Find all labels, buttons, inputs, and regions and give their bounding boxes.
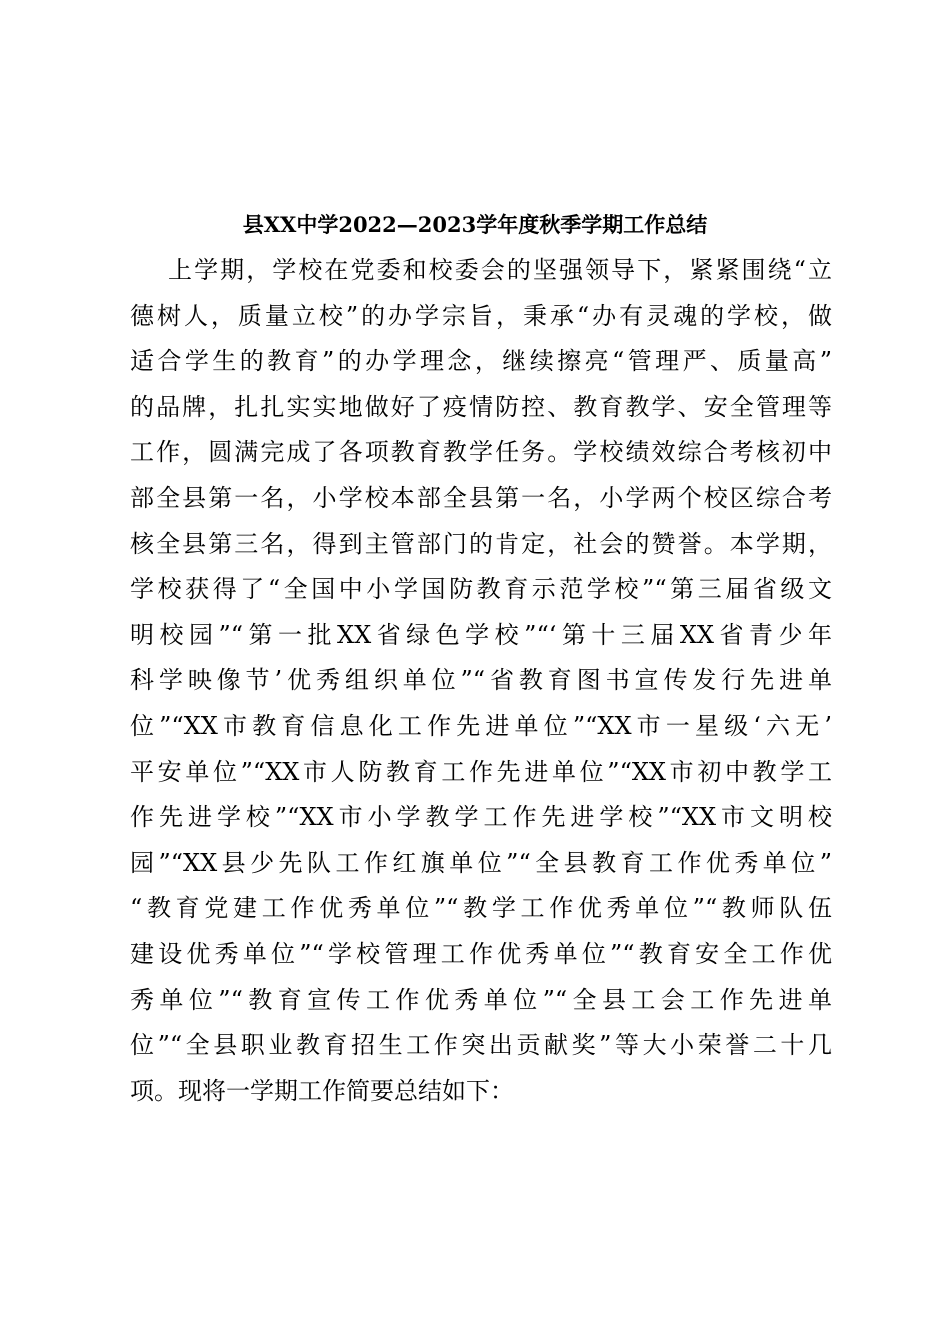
paragraph-line: 位”“全县职业教育招生工作突出贡献奖”等大小荣誉二十几 <box>130 1031 832 1060</box>
paragraph-line: 园”“XX县少先队工作红旗单位”“全县教育工作优秀单位” <box>130 848 832 877</box>
paragraph-line: 部全县第一名，小学校本部全县第一名，小学两个校区综合考 <box>130 483 832 512</box>
paragraph-line: 秀单位”“教育宣传工作优秀单位”“全县工会工作先进单 <box>130 985 832 1014</box>
paragraph-line: 工作，圆满完成了各项教育教学任务。学校绩效综合考核初中 <box>130 438 832 467</box>
paragraph-line: 明校园”“第一批XX省绿色学校”“‘第十三届XX省青少年 <box>130 620 832 649</box>
paragraph-line: 上学期，学校在党委和校委会的坚强领导下，紧紧围绕“立 <box>168 256 832 284</box>
paragraph-line: 学校获得了“全国中小学国防教育示范学校”“第三届省级文 <box>130 575 832 604</box>
body-paragraph <box>130 248 832 1114</box>
paragraph-line: 德树人，质量立校”的办学宗旨，秉承“办有灵魂的学校，做 <box>130 301 832 330</box>
paragraph-line: “教育党建工作优秀单位”“教学工作优秀单位”“教师队伍 <box>130 894 832 923</box>
paragraph-line: 的品牌，扎扎实实地做好了疫情防控、教育教学、安全管理等 <box>130 392 832 421</box>
paragraph-line: 位”“XX市教育信息化工作先进单位”“XX市一星级‘六无’ <box>130 711 832 740</box>
paragraph-line: 建设优秀单位”“学校管理工作优秀单位”“教育安全工作优 <box>130 939 832 968</box>
paragraph-line: 适合学生的教育”的办学理念，继续擦亮“管理严、质量高” <box>130 347 832 376</box>
document-title: 县XX中学2022—2023学年度秋季学期工作总结 <box>242 212 708 237</box>
paragraph-line: 项。现将一学期工作简要总结如下： <box>130 1076 514 1105</box>
paragraph-line: 科学映像节’优秀组织单位”“省教育图书宣传发行先进单 <box>130 666 832 695</box>
paragraph-line: 作先进学校”“XX市小学教学工作先进学校”“XX市文明校 <box>130 803 832 832</box>
paragraph-line: 核全县第三名，得到主管部门的肯定，社会的赞誉。本学期， <box>130 529 832 558</box>
paragraph-line: 平安单位”“XX市人防教育工作先进单位”“XX市初中教学工 <box>130 757 832 786</box>
